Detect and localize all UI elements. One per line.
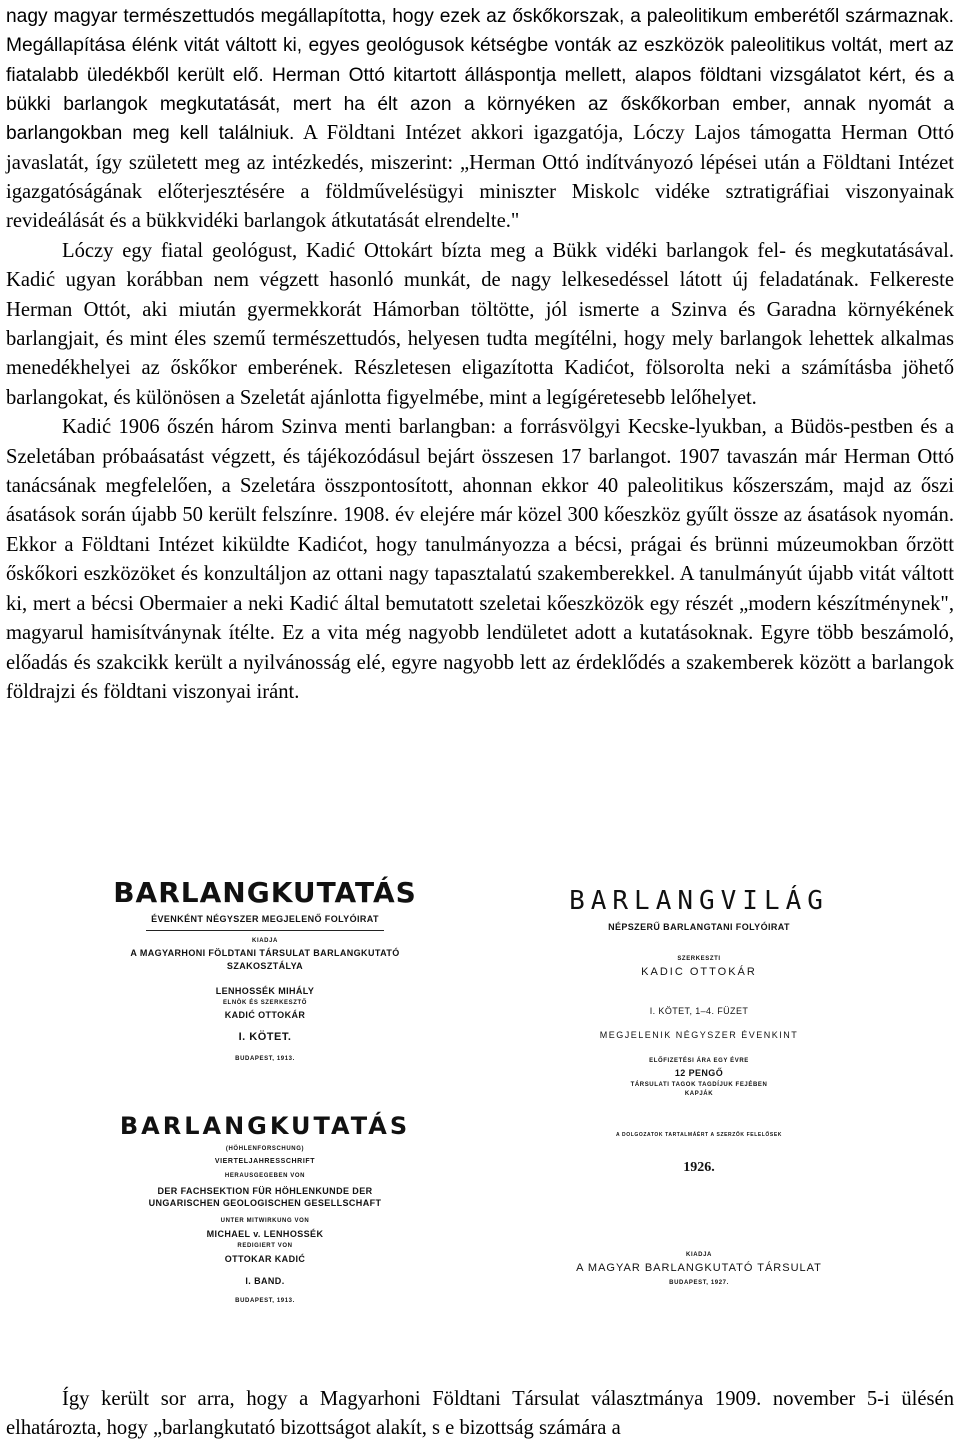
cover-price-line-2: 12 PENGŐ [674, 1068, 724, 1078]
paragraph-3: Kadić 1906 őszén három Szinva menti barlangban: a forrásvölgyi Kecske-lyukban, a Büdös-pestben és a Szeletában próbaásatást végzett, és tájékozódásul bejárt összesen 17 barlangot. 1907 tavaszán már Herman Ottó tanácsának megfelelően, a Szeletára összpontosított, ahonnan ekkor 40 paleolitikus kőszerszám, majd az őszi ásatások során újabb 50 került felszínre. 1908. év elejére már közel 300 kőeszköz gyűlt össze az ásatások nyomán. Ekkor a Földtani Intézet kiküldte Kadićot, hogy tanulmányozza a bécsi, prágai és brünni múzeumokban őrzött őskőkori eszközöket és konzultáljon az ottani nagy tapasztalatú szakemberekkel. A tanulmányút újabb vitát váltott ki, mert a bécsi Obermaier a neki Kadić által bemutatott szeletai kőeszközök egy részét „modern készítménynek", magyarul hamisítványnak ítélte. Ez a vita még nagyobb lendületet adott a kutatásoknak. Egyre több beszámoló, előadás és szakcikk került a nyilvánosság elé, egyre nagyobb lett az érdeklődés a szakemberek között a barlangok földrajzi és földtani viszonyai iránt. [6, 416, 954, 703]
cover-publisher: A MAGYAR BARLANGKUTATÓ TÁRSULAT [576, 1262, 822, 1274]
cover-image-barlangkutatas [106, 868, 424, 1350]
cover-herausgegeben: HERAUSGEGEBEN VON [224, 1173, 306, 1179]
cover-price-line-1: ELŐFIZETÉSI ÁRA EGY ÉVRE [649, 1058, 749, 1064]
cover-editor-german-2: OTTOKAR KADIĆ [224, 1254, 306, 1264]
cover-editor-1: LENHOSSÉK MIHÁLY [215, 986, 315, 996]
paragraph-2: Lóczy egy fiatal geológust, Kadić Ottokárt bízta meg a Bükk vidéki barlangok fel- és megkutatásával. Kadić ugyan korábban nem végzett hasonló munkát, de nagy lelkesedéssel látott új feladatának. Felkereste Herman Ottót, aki miután gyermekkorát Hámorban töltötte, jól ismerte a Szinva és Garadna környékének barlangjait, és mint éles szemű természettudós, helyesen tudta megítélni, hogy mely barlangok lehettek alkalmas menedékhelyei az őskőkor emberének. Részletesen eligazította Kadićot, fölsorolta neki a számításba jöhető barlangokat, és különösen a Szeletát ajánlotta figyelmébe, mint a legígéretesebb lelőhelyet. [6, 239, 954, 409]
cover-volume: I. KÖTET, 1–4. FÜZET [649, 1006, 749, 1016]
cover-subtitle-german-1: (HÖHLENFORSCHUNG) [225, 1146, 305, 1152]
cover-unter-mitwirkung: UNTER MITWIRKUNG VON [220, 1218, 310, 1224]
cover-title: BARLANGKUTATÁS [113, 876, 417, 909]
text-block-upper [6, 2, 954, 707]
paragraph-1-part-serif: A Földtani Intézet akkori igazgatója, Lóczy Lajos támogatta Herman Ottó javaslatát, így született meg az intézkedés, miszerint: „Herman Ottó indítványozó lépései után a Földtani Intézet igazgatóságának előterjesztésére a földművelésügyi miniszter Miskolc vidéke sztratigráfiai viszonyainak revideálását és a bükkvidéki barlangok átkutatását elrendelte." [6, 122, 954, 233]
cover-price-line-3: TÁRSULATI TAGOK TAGDÍJUK FEJÉBEN [630, 1082, 768, 1088]
cover-publisher-german-2: UNGARISCHEN GEOLOGISCHEN GESELLSCHAFT [148, 1198, 382, 1208]
cover-subtitle: NÉPSZERŰ BARLANGTANI FOLYÓIRAT [608, 922, 790, 932]
cover-notice: A DOLGOZATOK TARTALMÁÉRT A SZERZŐK FELELŐSEK [615, 1132, 783, 1138]
cover-title: BARLANGVILÁG [569, 886, 829, 916]
cover-editor-role: ELNÖK ÉS SZERKESZTŐ [222, 1000, 308, 1006]
paragraph-1 [6, 2, 954, 237]
cover-publisher-line-2: SZAKOSZTÁLYA [226, 961, 304, 971]
cover-rule [146, 930, 384, 931]
cover-editor-2: KADIĆ OTTOKÁR [224, 1010, 306, 1020]
cover-volume-german: I. BAND. [245, 1276, 285, 1286]
paragraph-1-part-sans: nagy magyar természettudós megállapította, hogy ezek az őskőkorszak, a paleolitikum emberétől származnak. Megállapítása élénk vitát váltott ki, egyes geológusok kétségbe vonták az eszközök paleolitikus voltát, mert az fiatalabb üledékből került elő. Herman Ottó kitartott álláspontja mellett, alapos földtani vizsgálatot kért, és a bükki barlangok megkutatását, mert ha élt azon a környéken az őskőkorban ember, annak nyomát a barlangokban meg kell találniuk. [6, 6, 954, 145]
cover-editor-german-1: MICHAEL v. LENHOSSÉK [206, 1229, 324, 1239]
cover-szerkeszti: SZERKESZTI [677, 956, 721, 962]
cover-image-barlangvilag [536, 868, 862, 1324]
cover-volume: I. KÖTET. [238, 1031, 292, 1043]
cover-editor: KADIC OTTOKÁR [641, 966, 757, 978]
paragraph-4: Így került sor arra, hogy a Magyarhoni Földtani Társulat választmánya 1909. november 5-i ülésén elhatározta, hogy „barlangkutató bizottságot alakít, s e bizottság számára a [6, 1388, 954, 1440]
cover-frequency: MEGJELENIK NÉGYSZER ÉVENKINT [599, 1030, 799, 1040]
cover-kiadja: KIADJA [686, 1252, 712, 1258]
cover-price-line-4: KAPJÁK [684, 1091, 714, 1097]
cover-place-year: BUDAPEST, 1913. [235, 1056, 295, 1062]
cover-publisher-line-1: A MAGYARHONI FÖLDTANI TÁRSULAT BARLANGKUTATÓ [130, 948, 400, 958]
cover-publisher-german-1: DER FACHSEKTION FÜR HÖHLENKUNDE DER [157, 1186, 373, 1196]
cover-title-german: BARLANGKUTATÁS [119, 1112, 411, 1140]
text-block-lower [6, 1385, 954, 1444]
cover-year: 1926. [683, 1160, 715, 1175]
cover-kiadja: KIADJA [252, 938, 278, 944]
cover-place-year-german: BUDAPEST, 1913. [235, 1298, 295, 1304]
cover-redigiert-von: REDIGIERT VON [237, 1243, 293, 1249]
cover-subtitle-german-2: VIERTELJAHRESSCHRIFT [214, 1158, 316, 1165]
cover-subtitle: ÉVENKÉNT NÉGYSZER MEGJELENŐ FOLYÓIRAT [151, 914, 379, 924]
cover-place-year: BUDAPEST, 1927. [669, 1280, 729, 1286]
